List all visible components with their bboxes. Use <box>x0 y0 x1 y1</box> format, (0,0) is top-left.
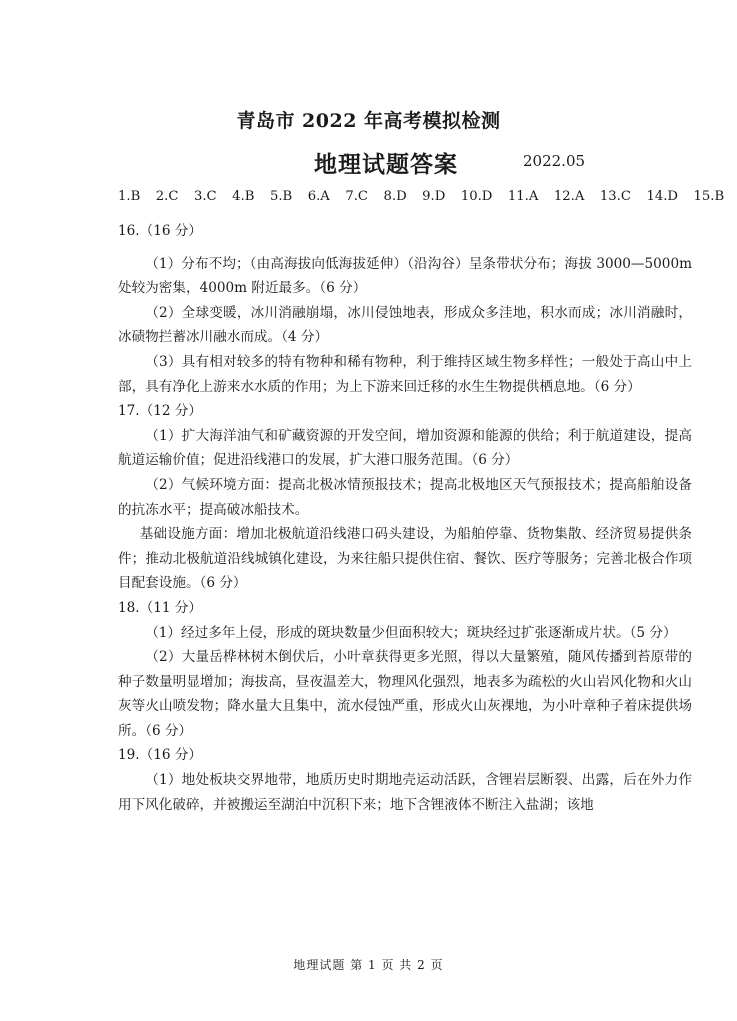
page-footer: 地理试题 第 1 页 共 2 页 <box>293 958 444 972</box>
answer-content <box>118 219 692 817</box>
q19-part1: （1）地处板块交界地带，地质历史时期地壳运动活跃，含锂岩层断裂、出露，后在外力作用下风化破碎，并被搬运至湖泊中沉积下来；地下含锂液体不断注入盐湖；该地 <box>118 772 692 813</box>
answer-item: 13.C <box>599 189 631 204</box>
answer-item: 10.D <box>460 189 493 204</box>
exam-date: 2022.05 <box>523 152 586 170</box>
q17-heading: 17.（12 分） <box>118 403 203 420</box>
q18-part2: （2）大量岳桦林树木倒伏后，小叶章获得更多光照，得以大量繁殖，随风传播到苔原带的种子数量明显增加；海拔高，昼夜温差大，物理风化强烈，地表多为疏松的火山岩风化物和火山灰等火山喷发物；降水量大且集中，流水侵蚀严重，形成火山灰裸地，为小叶章种子着床提供场所。（6 分） <box>118 649 692 739</box>
q18-part1: （1）经过多年上侵，形成的斑块数量少但面积较大；斑块经过扩张逐渐成片状。（5 分） <box>145 624 677 641</box>
q17-part2: （2）气候环境方面：提高北极冰情预报技术；提高北极地区天气预报技术；提高船舶设备的抗冻水平；提高破冰船技术。 <box>118 476 692 518</box>
q16-heading: 16.（16 分） <box>118 223 203 239</box>
q18-heading: 18.（11 分） <box>118 599 203 616</box>
answer-item: 6.A <box>307 189 330 204</box>
answer-item: 4.B <box>232 189 255 204</box>
answer-item: 1.B <box>118 189 141 204</box>
q16-part3: （3）具有相对较多的特有物种和稀有物种，利于维持区域生物多样性；一般处于高山中上部，具有净化上游来水水质的作用；为上下游来回迁移的水生生物提供栖息地。（6 分） <box>118 353 692 395</box>
answer-item: 2.C <box>155 189 179 204</box>
answer-item: 12.A <box>553 189 585 204</box>
exam-title: 青岛市 2022 年高考模拟检测 <box>236 110 501 132</box>
answer-item: 5.B <box>269 189 293 204</box>
q16-part1: （1）分布不均；（由高海拔向低海拔延伸）（沿沟谷）呈条带状分布；海拔 3000—5000m 处较为密集，4000m 附近最多。（6 分） <box>118 255 692 297</box>
answer-item: 14.D <box>646 189 678 204</box>
multiple-choice-answers <box>118 189 725 204</box>
q16-part2: （2）全球变暖，冰川消融崩塌，冰川侵蚀地表，形成众多洼地，积水而成；冰川消融时，冰碛物拦蓄冰川融水而成。（4 分） <box>118 304 692 346</box>
answer-item: 15.B <box>693 189 725 204</box>
answer-item: 8.D <box>383 189 407 204</box>
q19-heading: 19.（16 分） <box>118 747 203 764</box>
answer-key-title: 地理试题答案 <box>314 151 458 178</box>
answer-item: 9.D <box>422 189 446 204</box>
answer-item: 3.C <box>193 189 217 204</box>
answer-item: 11.A <box>507 189 539 204</box>
q17-part3: 基础设施方面：增加北极航道沿线港口码头建设，为船舶停靠、货物集散、经济贸易提供条件；推动北极航道沿线城镇化建设，为来往船只提供住宿、餐饮、医疗等服务；完善北极合作项目配套设施。（6 分） <box>118 526 692 592</box>
q17-part1: （1）扩大海洋油气和矿藏资源的开发空间，增加资源和能源的供给；利于航道建设，提高航道运输价值；促进沿线港口的发展，扩大港口服务范围。（6 分） <box>118 427 692 469</box>
answer-item: 7.C <box>345 189 369 204</box>
